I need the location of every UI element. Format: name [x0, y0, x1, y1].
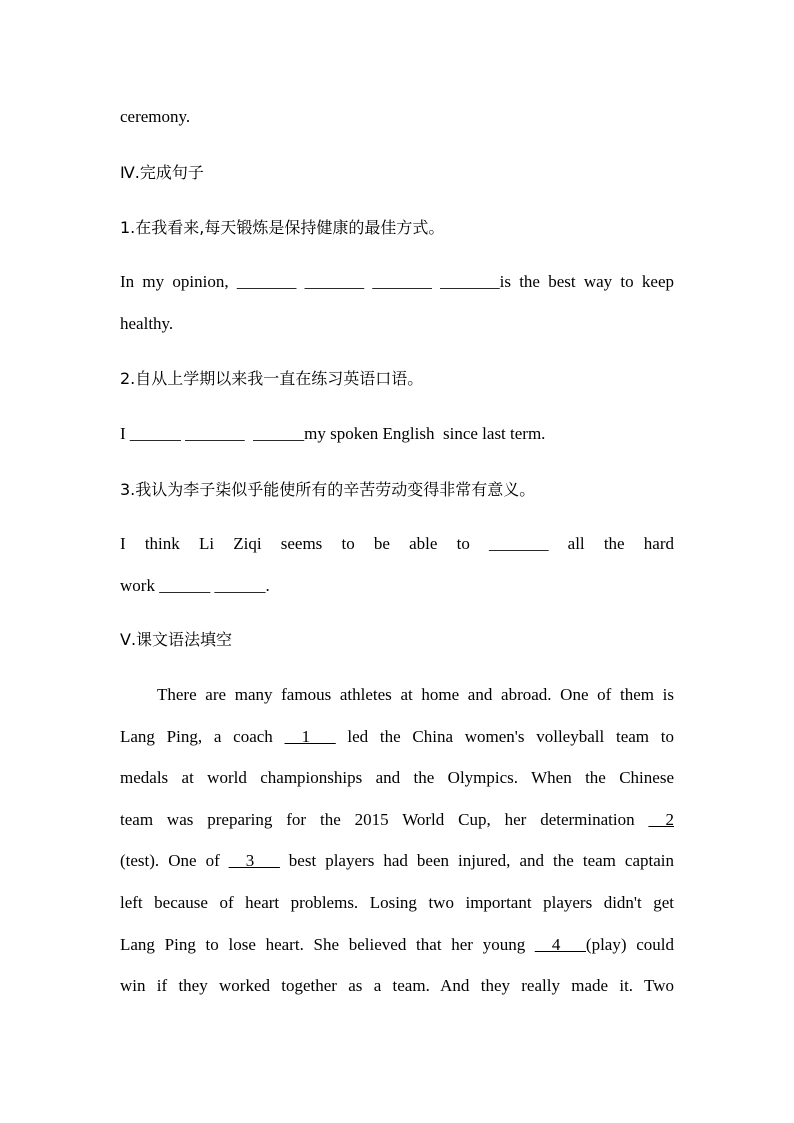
- question-2-chinese: 2.自从上学期以来我一直在练习英语口语。: [120, 369, 424, 388]
- passage-line-3-text: medals at world championships and the Olympics. When the Chinese: [120, 768, 674, 787]
- question-3-english-line-1: [120, 533, 674, 555]
- question-3-chinese: 3.我认为李子柒似乎能使所有的辛苦劳动变得非常有意义。: [120, 480, 536, 499]
- blank-3[interactable]: __3___: [228, 851, 280, 870]
- passage-line-2-text-a: Lang Ping, a coach: [120, 727, 273, 746]
- passage-line-2: [120, 726, 674, 748]
- passage-line-6: [120, 892, 674, 914]
- question-1-english-line-2: healthy.: [120, 314, 174, 333]
- passage-line-4: [120, 809, 674, 831]
- passage-line-1: [157, 684, 674, 706]
- passage-line-1-text: There are many famous athletes at home and abroad. One of them is: [157, 685, 674, 704]
- passage-line-8-text: win if they worked together as a team. And they really made it. Two: [120, 976, 674, 995]
- section-5-title: Ⅴ.课文语法填空: [120, 630, 233, 649]
- passage-line-2-text-b: led the China women's volleyball team to: [347, 727, 674, 746]
- question-2-english: [120, 423, 674, 445]
- blank-1[interactable]: __1___: [284, 727, 336, 746]
- passage-line-3: [120, 767, 674, 789]
- passage-line-5-text-b: best players had been injured, and the team captain: [288, 851, 674, 870]
- passage-line-7-text-a: Lang Ping to lose heart. She believed that her young: [120, 935, 526, 954]
- question-3-english-line-2: work ______ ______.: [120, 576, 270, 595]
- question-1-english-line-1: [120, 271, 674, 293]
- passage-line-5-text-a: (test). One of: [120, 851, 220, 870]
- question-1-english-text: In my opinion, _______ _______ _______ _______is the best way to keep: [120, 272, 674, 291]
- question-2-english-text: I ______ _______ ______my spoken English since last term.: [120, 424, 546, 443]
- text-line-ceremony: ceremony.: [120, 107, 191, 126]
- passage-line-7: [120, 934, 674, 956]
- passage-line-7-text-b: (play) could: [585, 935, 674, 954]
- passage-line-6-text: left because of heart problems. Losing two important players didn't get: [120, 893, 674, 912]
- passage-line-5: [120, 850, 674, 872]
- question-1-chinese: 1.在我看来,每天锻炼是保持健康的最佳方式。: [120, 218, 445, 237]
- question-3-english-text: I think Li Ziqi seems to be able to _______ all the hard: [120, 534, 674, 553]
- blank-4[interactable]: __4___: [534, 935, 586, 954]
- section-4-title: Ⅳ.完成句子: [120, 163, 204, 182]
- passage-line-4-text: team was preparing for the 2015 World Cup, her determination: [120, 810, 649, 829]
- passage-line-8: [120, 975, 674, 997]
- blank-2[interactable]: __2: [648, 810, 674, 829]
